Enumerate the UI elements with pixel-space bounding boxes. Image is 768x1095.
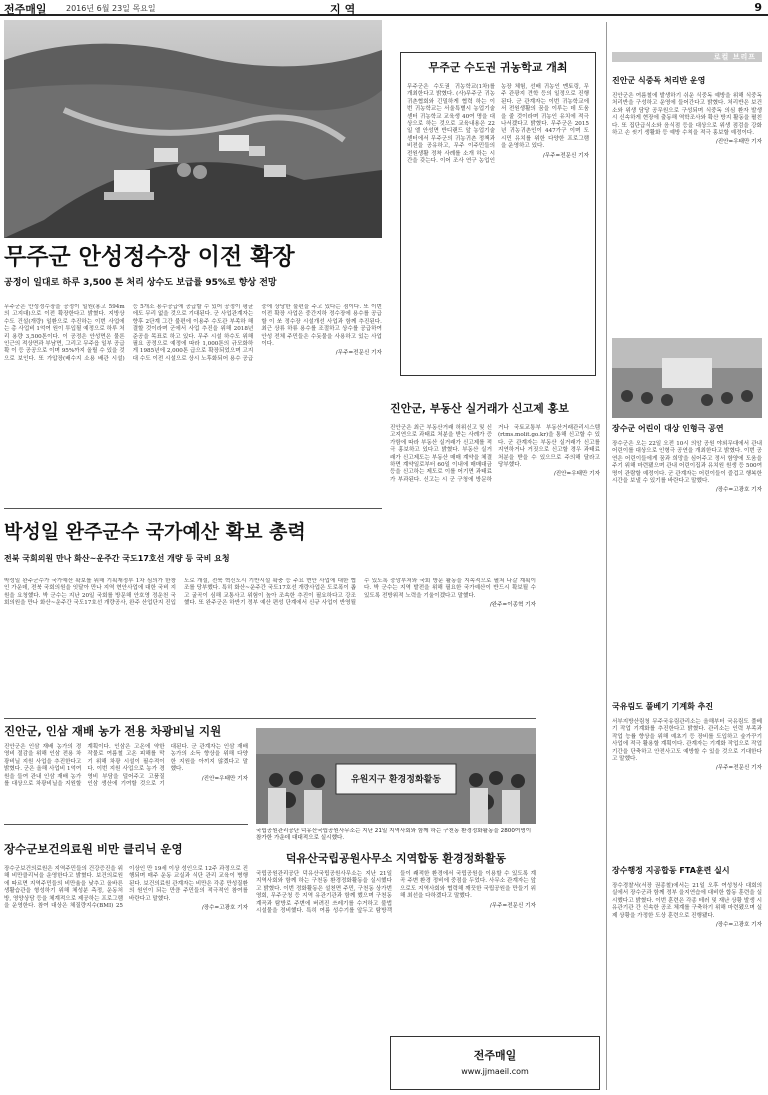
footer-brand: 전주매일: [473, 1049, 517, 1062]
divider: [4, 508, 382, 509]
forest-block: [612, 700, 762, 850]
cleanup-body-text: 국립공원관리공단 덕유산국립공원사무소는 지난 21일 지역사회와 함께 하는 구천동 환경정화활동을 실시했다고 밝혔다. 이번 정화활동은 설천면 주민, 구천동 상가번영회, 무주군청 등 지역 유관기관과 함께 했으며 구천동 계곡과 탐방로 주변에 버려진 쓰레기를 수거하고 불법 시설물을 정비했다. 특히 여름 성수기를 앞두고 탐방객들이 쾌적한 환경에서 국립공원을 이용할 수 있도록 계곡 주변 환경 정비에 중점을 두었다. 사무소 관계자는 앞으로도 지역사회와 협력해 깨끗한 국립공원을 만들기 위해 최선을 다하겠다고 말했다.: [256, 871, 536, 915]
cleanup-headline: 덕유산국립공원사무소 지역합동 환경정화활동: [285, 852, 507, 865]
school-headline: 무주군 수도권 귀농학교 개최: [428, 61, 568, 74]
divider: [4, 718, 536, 719]
forest-byline: /무주=전문신 기자: [715, 765, 762, 772]
column-tag-bar: [612, 52, 762, 62]
issue-date: 2016년 6월 23일 목요일: [66, 4, 156, 13]
section-title: 지역: [330, 3, 360, 16]
school-boxed-article: [400, 52, 596, 376]
food-body-text: 진안군은 여름철에 발생하기 쉬운 식중독 예방을 위해 식중독 처리반을 구성하고 운영에 들어간다고 밝혔다. 처리반은 보건소와 위생 담당 공무원으로 구성되며 식중독 의심 환자 발생 시 신속하게 현장에 출동해 역학조사와 확산 방지 활동을 펼친다. 또 집단급식소와 음식점 등을 대상으로 위생 점검을 강화하고 손 씻기 생활화 등 예방 수칙을 적극 홍보할 예정이다.: [612, 93, 762, 137]
page-number: 9: [754, 1, 762, 14]
realestate-block: [390, 400, 600, 716]
masthead: [0, 0, 768, 16]
water-plant-aerial-photo: [4, 20, 382, 238]
food-headline: 진안군 식중독 처리반 운영: [612, 76, 706, 85]
cleanup-byline: /무주=전문신 기자: [489, 902, 536, 909]
puppet-block: [612, 422, 762, 690]
footer-brand-box: [390, 1036, 600, 1090]
clinic-block: [4, 840, 248, 1090]
school-byline: /무주=전문신 기자: [542, 152, 589, 159]
water-article-body: [4, 304, 382, 500]
fta-block: [612, 864, 762, 1090]
newspaper-brand: 전주매일: [4, 3, 47, 16]
cleanup-caption-text: 국립공원관리공단 덕유산국립공원사무소는 지난 21일 지역사회와 함께 하는 구천동 환경정화활동을 2800여명이 참가한 가운데 대대적으로 실시했다.: [256, 828, 532, 842]
puppet-body-text: 장수군은 오는 22일 오전 10시 의암 공원 야외무대에서 관내 어린이를 대상으로 인형극 공연을 개최한다고 밝혔다. 이번 공연은 어린이들에게 꿈과 희망을 심어주고 정서 함양에 도움을 주기 위해 마련됐으며 관내 어린이집과 유치원 원생 등 500여 명이 관람할 예정이다. 군 관계자는 어린이들이 즐겁고 행복한 시간을 보낼 수 있기를 바란다고 말했다.: [612, 441, 762, 485]
fta-body-text: 장수경찰서(서장 권종철)에서는 21일 오후 여성청사 대회의실에서 장수군과 함께 정부 을지연습에 대비한 합동 훈련을 실시했다고 밝혔다. 이번 훈련은 각종 테러 및 재난 상황 발생 시 유관기관 간 신속한 공조 체계를 구축하기 위해 마련됐으며 실제 상황을 가정한 도상 훈련으로 진행됐다.: [612, 883, 762, 919]
budget-body-text: 박성일 완주군수가 국가예산 확보를 위해 기획재정부 1차 심의가 한창인 가운데, 전북 국회의원을 잇달아 만나 지역 현안사업에 대한 국비 지원을 요청했다. 박 군수는 지난 20일 국회를 방문해 안호영 정운천 국회의원을 만나 화산~운주간 국도17호선 개량공사, 완주 산업단지 진입도로 개설, 전북 혁신도시 기반시설 확충 등 주요 현안 사업에 대한 협조를 당부했다. 특히 화산~운주간 국도17호선 개량사업은 도로폭이 좁고 굴곡이 심해 교통사고 위험이 높아 조속한 추진이 필요하다고 강조했다. 또 완주군은 하반기 정부 예산 편성 단계에서 신규 사업이 반영될 수 있도록 중앙부처와 국회 방문 활동을 지속적으로 펼쳐 나갈 계획이다. 박 군수는 지역 발전을 위해 필요한 국가예산이 반드시 확보될 수 있도록 전방위적 노력을 기울이겠다고 말했다.: [4, 578, 536, 607]
fta-headline: 장수행정 지공합동 FTA훈련 실시: [612, 866, 730, 875]
cleanup-block: [256, 850, 536, 986]
forest-body-text: 서부지방산림청 무주국유림관리소는 올해부터 국유림도 풀베기 작업 기계화를 추진한다고 밝혔다. 관리소는 인력 부족과 작업 능률 향상을 위해 예초기 등 장비를 도입하고 숲가꾸기 사업에 적극 활용할 계획이다. 관계자는 기계화 작업으로 작업 기간을 단축하고 안전사고도 예방할 수 있을 것으로 기대한다고 말했다.: [612, 719, 762, 763]
forest-headline: 국유림도 풀베기 기계화 추진: [612, 702, 714, 711]
clinic-body-text: 장수군보건의료원은 지역주민들의 건강증진을 위해 비만클리닉을 운영한다고 밝혔다. 보건의료원에 따르면 지역주민들의 비만율을 낮추고 올바른 생활습관을 형성하기 위해 체성분 측정, 운동처방, 영양상담 등을 체계적으로 제공하는 프로그램을 운영한다. 참여 대상은 체질량지수(BMI) 25 이상인 만 19세 이상 성인으로 12주 과정으로 진행되며 매주 운동 교실과 식단 관리 교육이 병행된다. 보건의료원 관계자는 비만은 각종 만성질환의 원인이 되는 만큼 주민들의 적극적인 참여를 바란다고 말했다.: [4, 866, 248, 910]
ginseng-headline: 진안군, 인삼 재배 농가 전용 차광비닐 지원: [4, 724, 222, 738]
food-byline: /진안=우태만 기자: [715, 139, 762, 146]
budget-headline-block: [4, 518, 382, 574]
column-divider: [606, 22, 607, 1090]
water-headline: 무주군 안성정수장 이전 확장: [4, 244, 295, 270]
budget-headline: 박성일 완주군수 국가예산 확보 총력: [4, 521, 306, 543]
ginseng-body-text: 진안군은 인삼 재배 농가의 경영비 절감을 위해 인삼 전용 차광비닐 지원 사업을 추진한다고 밝혔다. 군은 올해 사업비 1억여 원을 들여 관내 인삼 재배 농가를 대상으로 차광비닐을 지원할 계획이다. 인삼은 고온에 약한 작물로 여름철 고온 피해를 막기 위해 차광 시설이 필수적이다. 이번 지원 사업으로 농가 경영비 부담을 덜어주고 고품질 인삼 생산에 기여할 것으로 기대된다. 군 관계자는 인삼 재배 농가의 소득 향상을 위해 다양한 지원을 아끼지 않겠다고 말했다.: [4, 744, 248, 788]
clinic-byline: /장수=고광호 기자: [201, 905, 248, 912]
budget-subhead: 전북 국회의원 만나 화산~운주간 국도17호선 개량 등 국비 요청: [4, 554, 230, 563]
cleanup-banner: 유원지구 환경정화활동: [350, 775, 442, 785]
aerial-landscape-icon: [4, 20, 382, 238]
ginseng-block: [4, 722, 248, 820]
children-audience-icon: [612, 338, 762, 418]
water-body-text: 무주군은 안성정수장을 공정이 일원(용고 594m의 고지대)으로 이전 확장한다고 밝혔다. 지방상수도 건설(개량) 일환으로 추진하는 이번 사업에는 총 사업비 1억여 원이 투입될 예정으로 하루 처리 용량 3,500톤이다. 이 공정은 안성면은 물론 인근의 적상면과 부남면, 그리고 무주읍 일부 공급 확 이 등 공공으로 이며 95%까지 올릴 수 있을 것으로 보인다. 또 가압장(배수지 소용 배관 시설) 등 5개소 용수공급에 공급할 수 있어 공정이 평균에도 무리 없을 것으로 기대된다. 군 사업관계자는 향후 2단계 그간 불편에 이용주 수도관 부족하 해결할 것이라며 군에서 사업 추진을 위해 2018년 준공을 목표로 하고 있다. 무주 시설 하수도 위해 필요 공정으로 예정에 따라 1,000톤의 규모화하게 1985년에 2,000톤 급으로 확장되었으며 고지대 수도 이전 시설으로 상시 노후화되어 용수 공급 중에 상당한 불편을 주고 있다는 점이다. 또 이번 이전 확장 사업은 중간지하 정수장에 용수를 공급할 이 쏘 정수장 시설개선 사업과 함께 추진된다. 최근 상류 하류 용수를 조절하고 상수를 공급하여 안성 전체 주민들은 수돗물을 사용하고 있는 사업이다.: [4, 304, 382, 362]
water-subhead: 공정이 일대로 하루 3,500 톤 처리 상수도 보급률 95%로 향상 전망: [4, 278, 277, 288]
realestate-byline: /진안=우태만 기자: [553, 471, 600, 478]
divider: [4, 824, 248, 825]
realestate-headline: 진안군, 부동산 실거래가 신고제 홍보: [390, 402, 569, 415]
realestate-body-text: 진안군은 최근 부동산거래 허위신고 및 신고지연으로 과태료 처분을 받는 사례가 증가함에 따라 부동산 실거래가 신고제를 적극 홍보하고 있다고 밝혔다. 부동산 실거래가 신고제도는 부동산 매매 계약을 체결하면 계약일로부터 60일 이내에 매매대금 등을 신고하는 제도로 이를 어기면 과태료가 부과된다. 신고는 시 군 구청에 방문하거나 국토교통부 부동산거래관리시스템(rtms.molit.go.kr)을 통해 신고할 수 있다. 군 관계자는 부동산 실거래가 신고를 지연하거나 거짓으로 신고할 경우 과태료 처분을 받을 수 있으므로 주의해 달라고 당부했다.: [390, 425, 600, 483]
column-tag-label: 로컬 브리프: [713, 53, 756, 61]
puppet-byline: /장수=고광호 기자: [715, 487, 762, 494]
budget-byline: /완주=이종혁 기자: [489, 602, 536, 609]
footer-url: www.jjmaeil.com: [461, 1067, 529, 1076]
cleanup-event-photo: [256, 728, 536, 824]
puppet-headline: 장수군 어린이 대상 인형극 공연: [612, 424, 724, 433]
water-headline-block: [4, 240, 382, 298]
cleanup-caption: [256, 828, 536, 846]
clinic-headline: 장수군보건의료원 비만 클리닉 운영: [4, 842, 183, 856]
fta-byline: /장수=고광호 기자: [715, 922, 762, 929]
school-body-text: 무주군은 수도권 귀농학교(1차)를 개최한다고 밝혔다. (사)무주군 귀농귀촌협회와 긴밀하게 협력 하는 이번 귀농학교는 서울특별시 농업기술센터 귀농학교 교육생 40여 명을 대상으로 하는 것으로 교육내용은 22일 엘 안성면 반디랜드 앞 농업기술센터에서 무주군의 귀농귀촌 정책과 비전을 공유하고, 무주 이주민들의 전원생활 정착 사례를 소개 하는 시간을 갖는다. 이어 조사 연구 농업인 농장 체험, 선배 귀농인 멘토링, 무주 관광지 견학 등의 일정으로 진행된다. 군 관계자는 이번 귀농학교에서 전원생활의 꿈을 이루는 데 도움을 줄 것이라며 귀농인 유치에 적극 나서겠다고 밝혔다. 무주군은 2015년 귀농귀촌인이 447가구 이며 도시민 유치를 위한 다양한 프로그램을 운영하고 있다.: [407, 84, 589, 165]
water-byline: /무주=전문신 기자: [335, 350, 382, 357]
puppet-show-photo: [612, 338, 762, 418]
ginseng-byline: /진안=우태만 기자: [201, 775, 248, 782]
food-block: [612, 74, 762, 326]
